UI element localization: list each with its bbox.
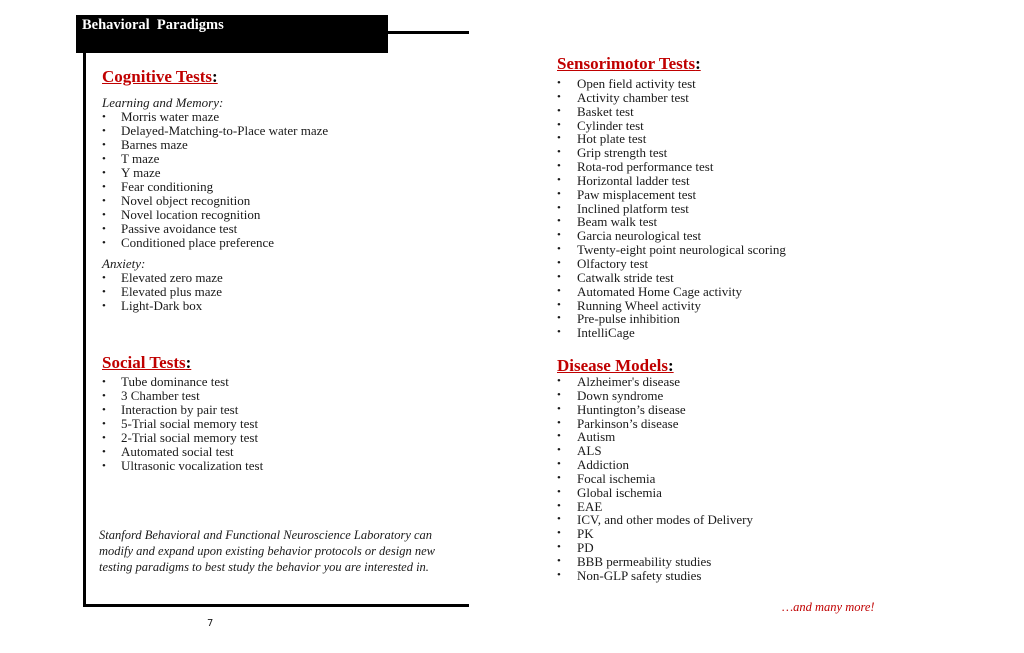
list-item: • Paw misplacement test bbox=[557, 188, 786, 202]
disease-models-list bbox=[557, 375, 753, 583]
list-item: • PK bbox=[557, 527, 753, 541]
learning-memory-list bbox=[102, 110, 328, 250]
heading-colon: : bbox=[185, 353, 192, 372]
list-item: • Pre-pulse inhibition bbox=[557, 312, 786, 326]
list-item: • 3 Chamber test bbox=[102, 389, 263, 403]
left-border-rule bbox=[83, 53, 86, 607]
list-item: • Twenty-eight point neurological scoring bbox=[557, 243, 786, 257]
social-tests-title: Social Tests bbox=[102, 353, 186, 372]
bottom-border-rule bbox=[83, 604, 469, 607]
list-item: • Down syndrome bbox=[557, 389, 753, 403]
list-item: • ALS bbox=[557, 444, 753, 458]
list-item: • Interaction by pair test bbox=[102, 403, 263, 417]
list-item: • Addiction bbox=[557, 458, 753, 472]
list-item: • IntelliCage bbox=[557, 326, 786, 340]
page-number: 7 bbox=[207, 618, 214, 629]
social-tests-heading bbox=[102, 353, 191, 373]
heading-colon: : bbox=[667, 356, 674, 375]
page-title: Behavioral Paradigms bbox=[82, 17, 224, 33]
list-item: • Open field activity test bbox=[557, 77, 786, 91]
list-item: • Garcia neurological test bbox=[557, 229, 786, 243]
list-item: • Basket test bbox=[557, 105, 786, 119]
heading-colon: : bbox=[695, 54, 701, 73]
disease-models-title: Disease Models bbox=[557, 356, 668, 375]
list-item: • Automated social test bbox=[102, 445, 263, 459]
header-rule bbox=[388, 31, 469, 34]
cognitive-tests-heading bbox=[102, 67, 218, 87]
learning-memory-label: Learning and Memory: bbox=[102, 95, 224, 110]
list-item: • Running Wheel activity bbox=[557, 299, 786, 313]
list-item: • Global ischemia bbox=[557, 486, 753, 500]
list-item: • Horizontal ladder test bbox=[557, 174, 786, 188]
list-item: • Cylinder test bbox=[557, 119, 786, 133]
list-item: • Delayed-Matching-to-Place water maze bbox=[102, 124, 328, 138]
list-item: • Huntington’s disease bbox=[557, 403, 753, 417]
list-item: • EAE bbox=[557, 500, 753, 514]
list-item: • Catwalk stride test bbox=[557, 271, 786, 285]
heading-colon: : bbox=[212, 67, 218, 86]
list-item: • Automated Home Cage activity bbox=[557, 285, 786, 299]
list-item: • Conditioned place preference bbox=[102, 236, 328, 250]
sensorimotor-tests-heading bbox=[557, 54, 701, 74]
list-item: • 5-Trial social memory test bbox=[102, 417, 263, 431]
list-item: • Activity chamber test bbox=[557, 91, 786, 105]
list-item: • Autism bbox=[557, 430, 753, 444]
list-item: • Passive avoidance test bbox=[102, 222, 328, 236]
list-item: • Y maze bbox=[102, 166, 328, 180]
list-item: • Novel location recognition bbox=[102, 208, 328, 222]
anxiety-label: Anxiety: bbox=[102, 256, 146, 271]
list-item: • Alzheimer's disease bbox=[557, 375, 753, 389]
list-item: • 2-Trial social memory test bbox=[102, 431, 263, 445]
list-item: • T maze bbox=[102, 152, 328, 166]
list-item: • Parkinson’s disease bbox=[557, 417, 753, 431]
anxiety-list bbox=[102, 271, 223, 313]
sensorimotor-tests-list bbox=[557, 77, 786, 340]
sensorimotor-tests-title: Sensorimotor Tests bbox=[557, 54, 696, 73]
list-item: • Fear conditioning bbox=[102, 180, 328, 194]
list-item: • Tube dominance test bbox=[102, 375, 263, 389]
list-item: • Novel object recognition bbox=[102, 194, 328, 208]
list-item: • Ultrasonic vocalization test bbox=[102, 459, 263, 473]
list-item: • ICV, and other modes of Delivery bbox=[557, 513, 753, 527]
cognitive-tests-title: Cognitive Tests bbox=[102, 67, 213, 86]
list-item: • Morris water maze bbox=[102, 110, 328, 124]
list-item: • Hot plate test bbox=[557, 132, 786, 146]
social-tests-list bbox=[102, 375, 263, 473]
list-item: • Focal ischemia bbox=[557, 472, 753, 486]
lab-footnote: Stanford Behavioral and Functional Neuroscience Laboratory can modify and expand upon existing behavior protocols or design new testing paradigms to best study the behavior you are interested in. bbox=[99, 528, 435, 574]
and-many-more-note: …and many more! bbox=[782, 600, 875, 614]
list-item: • Beam walk test bbox=[557, 215, 786, 229]
list-item: • Grip strength test bbox=[557, 146, 786, 160]
list-item: • Rota-rod performance test bbox=[557, 160, 786, 174]
list-item: • BBB permeability studies bbox=[557, 555, 753, 569]
list-item: • Elevated plus maze bbox=[102, 285, 223, 299]
list-item: • PD bbox=[557, 541, 753, 555]
list-item: • Elevated zero maze bbox=[102, 271, 223, 285]
list-item: • Barnes maze bbox=[102, 138, 328, 152]
list-item: • Non-GLP safety studies bbox=[557, 569, 753, 583]
disease-models-heading bbox=[557, 356, 674, 376]
list-item: • Olfactory test bbox=[557, 257, 786, 271]
list-item: • Light-Dark box bbox=[102, 299, 223, 313]
list-item: • Inclined platform test bbox=[557, 202, 786, 216]
